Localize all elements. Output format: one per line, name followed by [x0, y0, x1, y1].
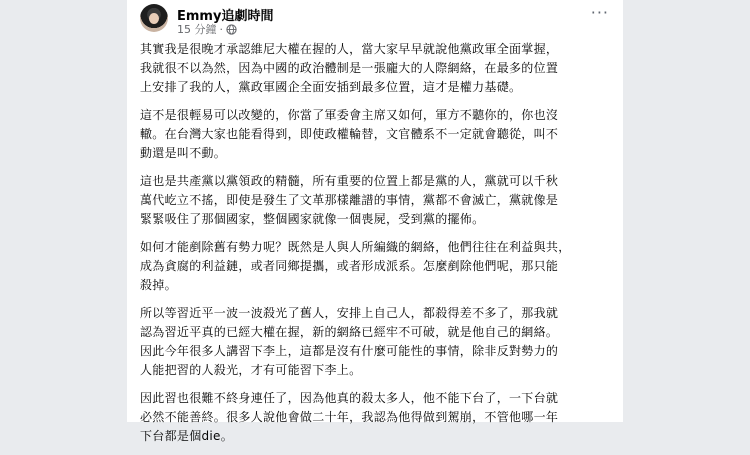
post-paragraph-3: 這也是共產黨以黨領政的精髓，所有重要的位置上都是黨的人，黨就可以千秋 萬代屹立不搖，即使是發生了文革那樣離譜的事情，黨都不會滅亡，黨就像是 緊緊吸住了那個國家，整個國家就像一個喪屍，受到黨的擺佈。: [140, 174, 559, 226]
post-text: [140, 40, 610, 455]
post-header: [127, 0, 623, 40]
facebook-post-card: [127, 0, 623, 443]
post-meta: [177, 21, 237, 37]
post-paragraph-2: 這不是很輕易可以改變的，你當了軍委會主席又如何，軍方不聽你的，你也沒 轍。在台灣大家也能看得到，即使政權輪替，文官體系不一定就會聽從，叫不 動還是叫不動。: [140, 108, 559, 160]
post-paragraph-1: 其實我是很晚才承認維尼大權在握的人，當大家早早就說他黨政軍全面掌握， 我就很不以為然，因為中國的政治體制是一張龐大的人際網絡，在最多的位置 上安排了我的人，黨政軍國企全面安插到最多位置，這才是權力基礎。: [140, 42, 559, 94]
author-name[interactable]: Emmy追劇時間: [177, 9, 274, 24]
post-paragraph-5: 所以等習近平一波一波殺光了舊人，安排上自己人，都殺得差不多了，那我就 認為習近平真的已經大權在握，新的網絡已經牢不可破，就是他自己的網絡。 因此今年很多人講習下李上，這都是沒有什麼可能性的事情，除非反對勢力的 人能把習的人殺光，才有可能習下李上。: [140, 306, 559, 377]
post-paragraph-6: 因此習也很難不終身連任了，因為他真的殺太多人，他不能下台了，一下台就 必然不能善終。很多人說他會做二十年，我認為他得做到駕崩，不管他哪一年 下台都是個die。: [140, 391, 559, 443]
background-strip: [0, 0, 127, 422]
globe-icon[interactable]: [226, 24, 237, 35]
post-timestamp[interactable]: 15 分鐘: [177, 23, 217, 36]
more-options-icon[interactable]: ···: [590, 3, 609, 22]
author-avatar[interactable]: [140, 4, 168, 32]
post-paragraph-4: 如何才能剷除舊有勢力呢？既然是人與人所編織的網絡，他們往往在利益與共， 成為貪腐的利益鏈，或者同鄉提攜，或者形成派系。怎麼剷除他們呢，那只能 殺掉。: [140, 240, 571, 292]
meta-separator: ·: [219, 22, 223, 36]
